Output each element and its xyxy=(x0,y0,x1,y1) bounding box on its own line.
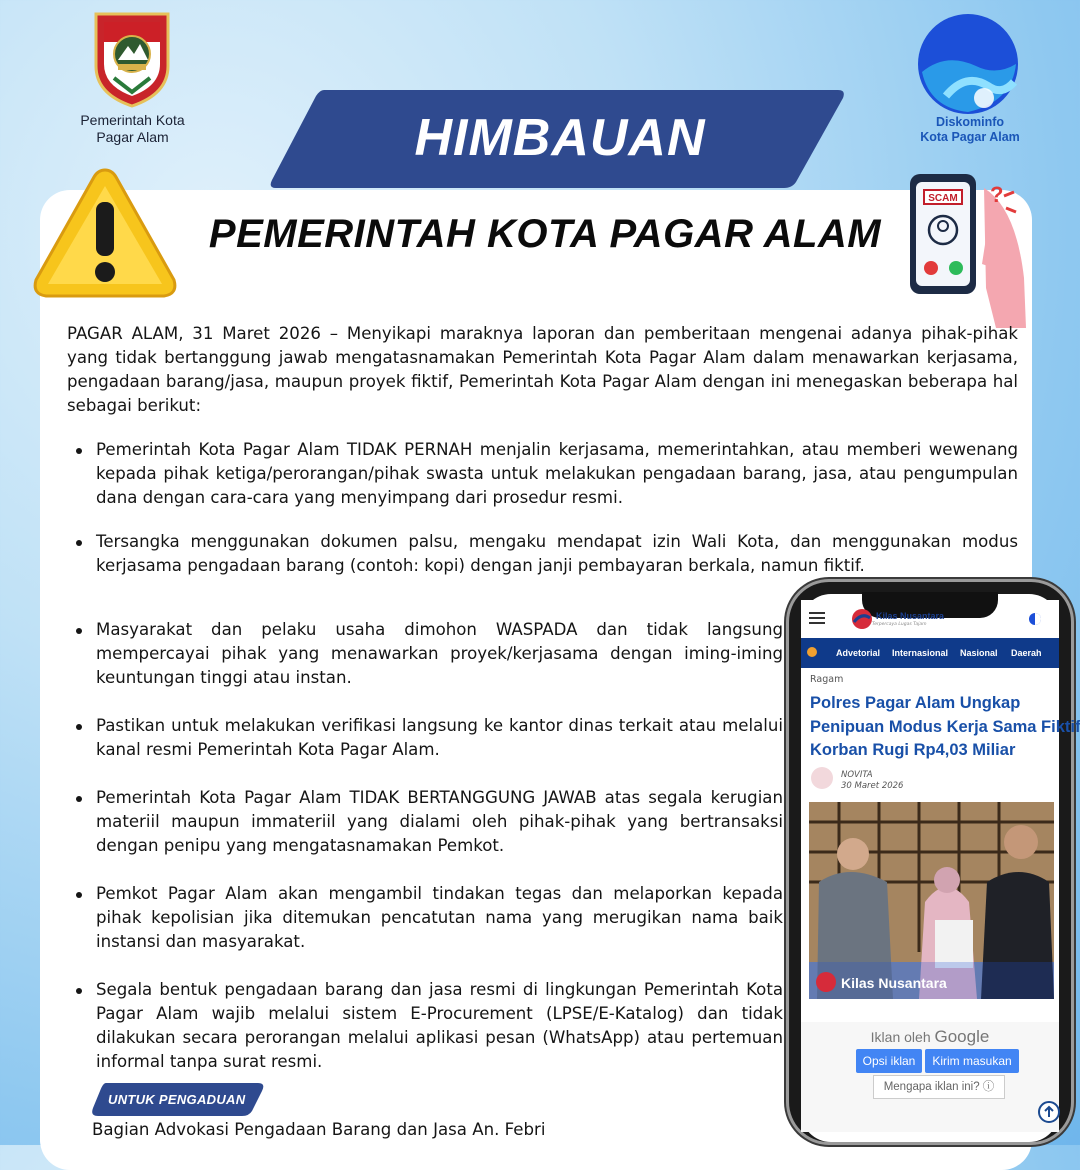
city-government-name xyxy=(60,112,205,146)
article-title-line3: Korban Rugi Rp4,03 Miliar xyxy=(810,741,1016,759)
news-site-tagline: Terpercaya Lugas Tajam xyxy=(872,622,927,627)
nav-item-nasional[interactable]: Nasional xyxy=(960,648,998,658)
list-item: Pemkot Pagar Alam akan mengambil tindakan tegas dan melaporkan kepada pihak kepolisian jika ditemukan pencatutan nama yang merugikan nama baik instansi dan masyarakat. xyxy=(67,882,783,954)
intro-paragraph: PAGAR ALAM, 31 Maret 2026 – Menyikapi maraknya laporan dan pemberitaan mengenai adanya pihak-pihak yang tidak bertanggung jawab mengatasnamakan Pemerintah Kota Pagar Alam dalam menawarkan kerjasama, pengadaan barang/jasa, maupun proyek fiktif, Pemerintah Kota Pagar Alam dengan ini menegaskan beberapa hal sebagai berikut: xyxy=(67,324,1018,415)
ad-attribution-prefix: Iklan oleh xyxy=(870,1029,931,1045)
pagar-alam-crest-icon xyxy=(88,8,176,108)
diskominfo-logo-icon xyxy=(916,12,1020,116)
city-government-name-line2: Pagar Alam xyxy=(96,129,169,145)
article-date: 30 Maret 2026 xyxy=(841,781,904,791)
ad-attribution-brand: Google xyxy=(934,1027,990,1046)
banner-title: HIMBAUAN xyxy=(414,109,706,167)
article-category[interactable]: Ragam xyxy=(810,674,844,685)
article-byline xyxy=(841,770,903,792)
article-photo[interactable] xyxy=(809,802,1054,999)
scam-label: SCAM xyxy=(928,193,958,204)
list-item: Masyarakat dan pelaku usaha dimohon WASPADA dan tidak langsung mempercayai pihak yang menawarkan proyek/kerjasama dengan iming-iming keuntungan tinggi atau instan. xyxy=(67,618,783,690)
scroll-to-top-icon[interactable] xyxy=(1038,1101,1060,1123)
photo-watermark: Kilas Nusantara xyxy=(841,975,947,991)
nav-item-internasional[interactable]: Internasional xyxy=(892,648,949,658)
arrow-up-icon xyxy=(1040,1103,1058,1121)
city-government-name-line1: Pemerintah Kota xyxy=(80,112,185,128)
diskominfo-name-line1: Diskominfo xyxy=(935,115,1005,129)
warning-icon xyxy=(30,162,180,302)
article-title-line2: Penipuan Modus Kerja Sama Fiktif xyxy=(810,717,1080,736)
why-this-ad-button[interactable]: Mengapa iklan ini? ⓘ xyxy=(873,1075,1005,1099)
ad-feedback-button[interactable]: Kirim masukan xyxy=(925,1049,1019,1073)
author-name: NOVITA xyxy=(841,770,873,780)
svg-text:?: ? xyxy=(990,182,1004,207)
complaint-contact: Bagian Advokasi Pengadaan Barang dan Jasa An. Febri xyxy=(92,1120,546,1139)
hamburger-menu-icon[interactable] xyxy=(809,611,825,625)
list-item: Tersangka menggunakan dokumen palsu, mengaku mendapat izin Wali Kota, dan menggunakan modus kerjasama pengadaan barang (contoh: kopi) dengan janji pembayaran berkala, namun fiktif. xyxy=(67,530,1018,578)
list-item: Pastikan untuk melakukan verifikasi langsung ke kantor dinas terkait atau melalui kanal resmi Pemerintah Kota Pagar Alam. xyxy=(67,714,783,762)
list-item: Pemerintah Kota Pagar Alam TIDAK PERNAH menjalin kerjasama, memerintahkan, atau memberi wewenang kepada pihak ketiga/perorangan/pihak swasta untuk melakukan pengadaan barang, jasa, atau pengumpulan dana dengan cara-cara yang menyimpang dari prosedur resmi. xyxy=(67,438,1018,510)
complaint-label: UNTUK PENGADUAN xyxy=(108,1092,246,1107)
article-title-line1: Polres Pagar Alam Ungkap xyxy=(810,694,1021,712)
news-site-logo-icon xyxy=(850,608,874,630)
article-title[interactable] xyxy=(810,692,1080,763)
theme-toggle-icon[interactable] xyxy=(1028,612,1042,626)
list-item: Segala bentuk pengadaan barang dan jasa resmi di lingkungan Pemerintah Kota Pagar Alam wajib melalui sistem E-Procurement (LPSE/E-Katalog) dan tidak dilakukan secara perorangan melalui aplikasi pesan (WhatsApp) atau pertemuan informal tanpa surat resmi. xyxy=(67,978,783,1074)
author-avatar xyxy=(811,767,833,789)
news-site-brand: Kilas Nusantara xyxy=(876,611,945,621)
diskominfo-name xyxy=(905,115,1035,145)
ad-options-button[interactable]: Opsi iklan xyxy=(856,1049,922,1073)
diskominfo-name-line2: Kota Pagar Alam xyxy=(920,130,1020,144)
home-icon[interactable] xyxy=(806,646,818,658)
list-item: Pemerintah Kota Pagar Alam TIDAK BERTANGGUNG JAWAB atas segala kerugian materiil maupun immateriil yang dialami oleh pihak-pihak yang bertransaksi dengan penipu yang mengatasnamakan Pemkot. xyxy=(67,786,783,858)
scam-call-icon xyxy=(886,168,1031,328)
nav-item-daerah[interactable]: Daerah xyxy=(1011,648,1042,658)
nav-item-advetorial[interactable]: Advetorial xyxy=(836,648,881,658)
ad-attribution xyxy=(801,1027,1059,1047)
page-heading: PEMERINTAH KOTA PAGAR ALAM xyxy=(208,212,882,256)
